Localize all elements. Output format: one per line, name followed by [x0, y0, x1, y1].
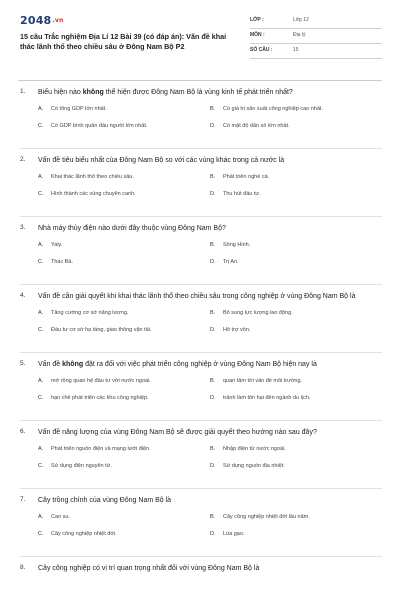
answer-option[interactable] [38, 242, 210, 259]
answer-option[interactable] [38, 106, 210, 123]
option-letter: C. [38, 191, 44, 197]
answer-option[interactable] [210, 242, 382, 259]
answer-option[interactable] [210, 191, 382, 208]
header-divider [18, 80, 382, 81]
option-text: Có tổng GDP lớn nhất. [51, 106, 107, 112]
answer-option[interactable] [38, 395, 210, 412]
answer-option[interactable] [210, 327, 382, 344]
question-stem-pre: Cây trồng chính của vùng Đông Nam Bộ là [38, 497, 172, 504]
answer-options [38, 106, 382, 140]
question-item [20, 564, 382, 582]
logo-number: 2048 [20, 14, 52, 27]
option-text: Phát triển nghề cá. [223, 174, 270, 180]
question-item [20, 156, 382, 217]
option-text: Bổ sung lực lượng lao động. [223, 310, 293, 316]
option-text: Cây công nghiệp nhiệt đới lâu năm. [223, 514, 310, 520]
option-letter: C. [38, 463, 44, 469]
option-letter: A. [38, 378, 44, 384]
answer-option[interactable] [210, 395, 382, 412]
question-stem-pre: Vấn đề [38, 361, 63, 368]
option-text: Cây công nghiệp nhiệt đới. [51, 531, 117, 537]
option-letter: D. [210, 123, 216, 129]
meta-value: Lớp 12 [293, 17, 309, 23]
option-text: Có giá trị sản xuất công nghiệp cao nhất. [223, 106, 323, 112]
option-letter: B. [210, 174, 216, 180]
meta-key: MÔN : [250, 32, 265, 38]
answer-options [38, 242, 382, 276]
answer-option[interactable] [210, 174, 382, 191]
option-text: Cao su. [51, 514, 70, 520]
question-stem-pre: Biểu hiện nào [38, 89, 83, 96]
option-letter: C. [38, 259, 44, 265]
option-letter: A. [38, 106, 44, 112]
page-header [20, 14, 382, 76]
meta-value: 15 [293, 47, 299, 53]
answer-option[interactable] [38, 463, 210, 480]
option-text: tránh làm tổn hại đến ngành du lịch. [223, 395, 311, 401]
document-title: 15 câu Trắc nghiệm Địa Lí 12 Bài 39 (có đáp án): Vấn đề khai thác lãnh thổ theo chiều sâu ở Đông Nam Bộ P2 [20, 32, 227, 51]
option-text: Hỗ trợ vốn. [223, 327, 251, 333]
question-number: 3. [20, 224, 26, 231]
answer-option[interactable] [38, 531, 210, 548]
answer-options [38, 514, 382, 548]
question-number: 4. [20, 292, 26, 299]
option-letter: D. [210, 327, 216, 333]
question-stem [38, 156, 382, 166]
option-letter: C. [38, 327, 44, 333]
option-letter: A. [38, 514, 44, 520]
option-text: hạn chế phát triển các khu công nghiệp. [51, 395, 149, 401]
option-letter: A. [38, 242, 44, 248]
option-letter: B. [210, 446, 216, 452]
question-stem [38, 428, 382, 438]
logo-suffix: .vn [52, 17, 64, 24]
option-text: Hình thành các vùng chuyên canh. [51, 191, 136, 197]
answer-option[interactable] [38, 378, 210, 395]
meta-value: Địa lý [293, 32, 306, 38]
option-text: Nhập điện từ nước ngoài. [223, 446, 286, 452]
question-stem [38, 224, 382, 234]
answer-option[interactable] [38, 174, 210, 191]
option-letter: A. [38, 310, 44, 316]
option-text: Phát triển nguồn điện và mạng lưới điện. [51, 446, 151, 452]
option-letter: A. [38, 174, 44, 180]
answer-option[interactable] [38, 310, 210, 327]
question-number: 7. [20, 496, 26, 503]
question-stem-pre: Vấn đề năng lượng của vùng Đông Nam Bộ sẽ được giải quyết theo hướng nào sau đây? [38, 429, 317, 436]
option-text: quan tâm tới vấn đề môi trường. [223, 378, 303, 384]
question-stem-pre: Vấn đề cần giải quyết khi khai thác lãnh thổ theo chiều sâu trong công nghiệp ở vùng Đông Nam Bộ là [38, 293, 356, 300]
answer-option[interactable] [210, 514, 382, 531]
option-letter: D. [210, 463, 216, 469]
question-stem [38, 360, 382, 370]
answer-option[interactable] [38, 259, 210, 276]
option-letter: D. [210, 191, 216, 197]
answer-options [38, 378, 382, 412]
option-letter: B. [210, 514, 216, 520]
answer-option[interactable] [38, 446, 210, 463]
meta-key: LỚP : [250, 17, 264, 23]
question-item [20, 88, 382, 149]
option-text: Sử dụng nguồn địa nhiệt. [223, 463, 285, 469]
question-stem [38, 564, 382, 574]
answer-option[interactable] [38, 327, 210, 344]
option-text: Có mật độ dân số lớn nhất. [223, 123, 290, 129]
answer-option[interactable] [210, 531, 382, 548]
question-stem [38, 88, 382, 98]
question-number: 2. [20, 156, 26, 163]
option-text: mở rộng quan hệ đầu tư với nước ngoài. [51, 378, 151, 384]
option-letter: D. [210, 531, 216, 537]
question-stem [38, 292, 382, 302]
question-item [20, 360, 382, 421]
question-stem-post: đặt ra đối với việc phát triển công nghiệp ở vùng Đông Nam Bộ hiện nay là [83, 361, 317, 368]
question-item [20, 224, 382, 285]
question-stem-bold: không [82, 89, 104, 96]
option-letter: D. [210, 259, 216, 265]
option-text: Lúa gạo. [223, 531, 245, 537]
question-stem-bold: không [62, 361, 84, 368]
site-logo[interactable] [20, 14, 63, 27]
option-letter: B. [210, 106, 216, 112]
option-letter: B. [210, 378, 216, 384]
option-letter: A. [38, 446, 44, 452]
option-text: Trị An. [223, 259, 239, 265]
answer-option[interactable] [210, 446, 382, 463]
answer-option[interactable] [38, 123, 210, 140]
answer-option[interactable] [210, 463, 382, 480]
meta-row-subject [250, 29, 382, 44]
option-text: Thu hút đầu tư. [223, 191, 261, 197]
answer-options [38, 174, 382, 208]
meta-key: SỐ CÂU : [250, 47, 273, 53]
question-stem-pre: Vấn đề tiêu biểu nhất của Đông Nam Bộ so với các vùng khác trong cả nước là [38, 157, 285, 164]
answer-option[interactable] [210, 259, 382, 276]
option-letter: C. [38, 395, 44, 401]
option-text: Có GDP bình quân đầu người lớn nhất. [51, 123, 148, 129]
question-item [20, 292, 382, 353]
option-text: Sử dụng điện nguyên tử. [51, 463, 112, 469]
answer-option[interactable] [210, 106, 382, 123]
question-number: 1. [20, 88, 26, 95]
answer-options [38, 310, 382, 344]
option-letter: C. [38, 531, 44, 537]
option-letter: D. [210, 395, 216, 401]
question-stem-pre: Nhà máy thủy điện nào dưới đây thuộc vùng Đông Nam Bộ? [38, 225, 226, 232]
answer-option[interactable] [38, 191, 210, 208]
meta-row-class [250, 14, 382, 29]
question-number: 5. [20, 360, 26, 367]
question-stem-post: thể hiện được Đông Nam Bộ là vùng kinh tế phát triển nhất? [103, 89, 293, 96]
option-text: Yaly. [51, 242, 63, 248]
answer-option[interactable] [210, 123, 382, 140]
answer-option[interactable] [210, 378, 382, 395]
answer-options [38, 446, 382, 480]
question-stem-pre: Cây công nghiệp có vị trí quan trọng nhất đối với vùng Đông Nam Bộ là [38, 565, 260, 572]
meta-row-count [250, 44, 382, 59]
answer-option[interactable] [38, 514, 210, 531]
question-list [20, 88, 382, 589]
question-item [20, 496, 382, 557]
option-text: Khai thác lãnh thổ theo chiều sâu. [51, 174, 134, 180]
meta-table [250, 14, 382, 59]
option-text: Sông Hinh. [223, 242, 251, 248]
question-stem [38, 496, 382, 506]
question-number: 6. [20, 428, 26, 435]
option-text: Tăng cường cơ sở năng lượng. [51, 310, 129, 316]
option-letter: B. [210, 310, 216, 316]
question-item [20, 428, 382, 489]
option-text: Đầu tư cơ sở hạ tầng, giao thông vận tải. [51, 327, 152, 333]
option-letter: B. [210, 242, 216, 248]
option-text: Thác Bà. [51, 259, 74, 265]
answer-option[interactable] [210, 310, 382, 327]
question-number: 8. [20, 564, 26, 571]
option-letter: C. [38, 123, 44, 129]
